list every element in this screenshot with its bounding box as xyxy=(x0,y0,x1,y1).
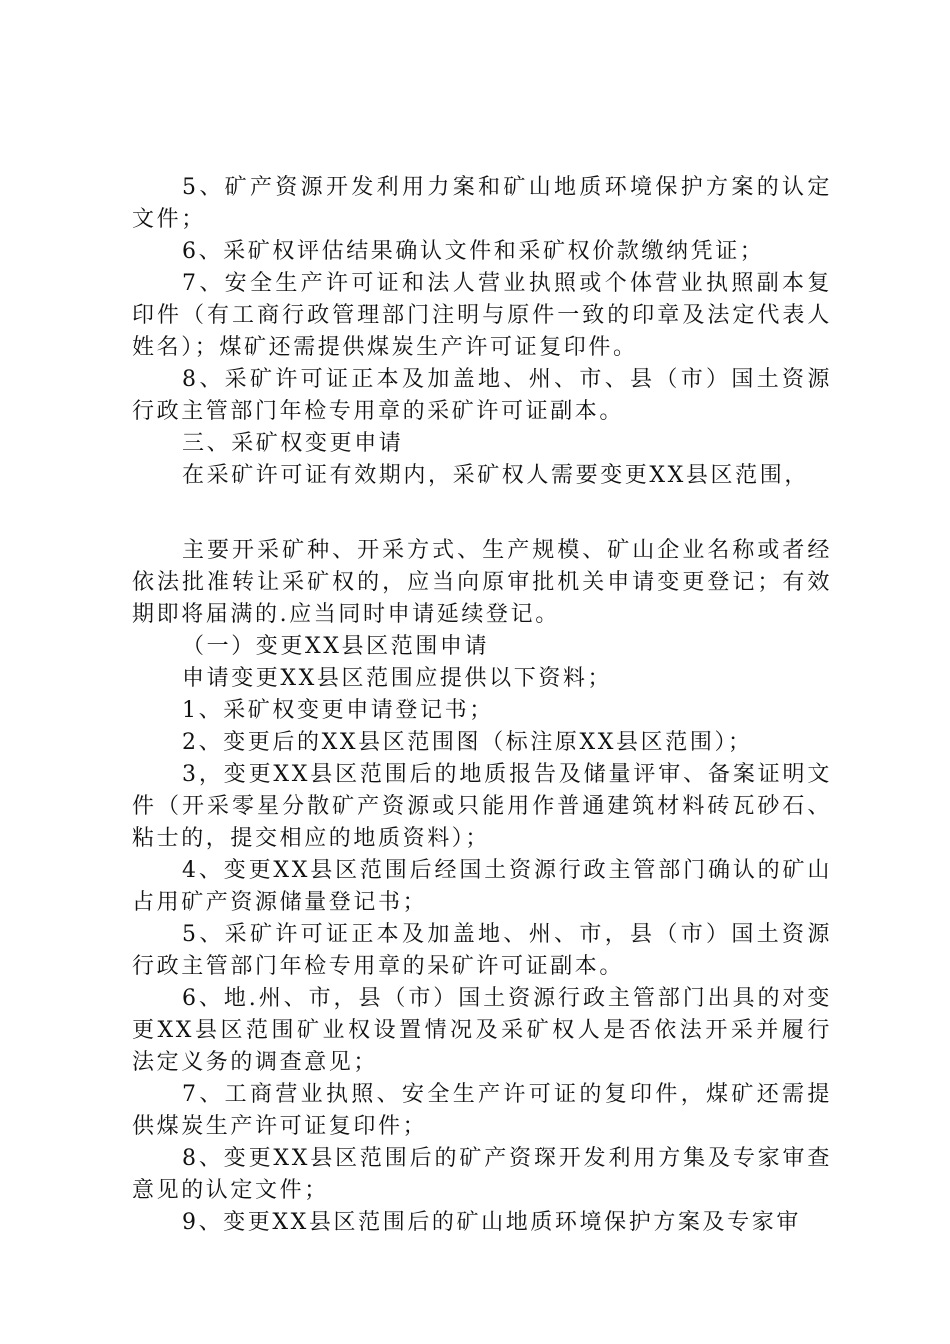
list-item-9: 9、变更XX县区范围后的矿山地质环境保护方案及专家审 xyxy=(182,1210,801,1235)
section-heading-change-application: 三、采矿权变更申请 xyxy=(182,431,404,456)
list-item-5: 5、采矿许可证正本及加盖地、州、市，县（市）国土资源行政主管部门年检专用章的呆矿许可证副本。 xyxy=(132,922,832,979)
list-item-8: 8、变更XX县区范围后的矿产资琛开发利用方集及专家审查意见的认定文件； xyxy=(132,1146,832,1203)
paragraph-change-intro: 在采矿许可证有效期内，采矿权人需要变更XX县区范围， xyxy=(182,463,809,488)
list-item-2: 2、变更后的XX县区范围图（标注原XX县区范围）； xyxy=(182,730,753,755)
list-item-1: 1、采矿权变更申请登记书； xyxy=(182,698,494,723)
paragraph-item-5-plan-files: 5、矿产资源开发利用力案和矿山地质环境保护方案的认定文件； xyxy=(132,175,832,232)
paragraph-item-7-licenses: 7、安全生产许可证和法人营业执照或个体营业执照副本复印件（有工商行政管理部门注明与原件一致的印章及法定代表人姓名）；煤矿还需提供煤炭生产许可证复印件。 xyxy=(132,271,832,360)
subsection-heading-range-change: （一）变更XX县区范围申请 xyxy=(182,634,490,659)
list-item-3: 3，变更XX县区范围后的地质报告及储量评审、备案证明文件（开采零星分散矿产资源或只能用作普通建筑材料砖瓦砂石、粘士的，提交相应的地质资料）； xyxy=(132,762,832,851)
paragraph-change-conditions: 主要开采矿种、开采方式、生产规模、矿山企业名称或者经依法批准转让采矿权的，应当向原审批机关申请变更登记；有效期即将届满的.应当同时申请延续登记。 xyxy=(132,538,832,627)
list-item-6: 6、地.州、市，县（市）国土资源行政主管部门出具的对变更XX县区范围矿业权设置情况及采矿权人是否依法开采并履行法定义务的调查意见； xyxy=(132,986,832,1075)
list-item-4: 4、变更XX县区范围后经国土资源行政主管部门确认的矿山占用矿产资源储量登记书； xyxy=(132,858,832,915)
paragraph-item-8-license-copies: 8、采矿许可证正本及加盖地、州、市、县（市）国土资源行政主管部门年检专用章的采矿许可证副本。 xyxy=(132,367,832,424)
paragraph-item-6-valuation: 6、采矿权评估结果确认文件和采矿权价款缴纳凭证； xyxy=(182,239,765,264)
document-body xyxy=(132,172,832,1239)
paragraph-required-materials: 申请变更XX县区范围应提供以下资料； xyxy=(182,666,613,691)
list-item-7: 7、工商营业执照、安全生产许可证的复印件，煤矿还需提供煤炭生产许可证复印件； xyxy=(132,1082,832,1139)
